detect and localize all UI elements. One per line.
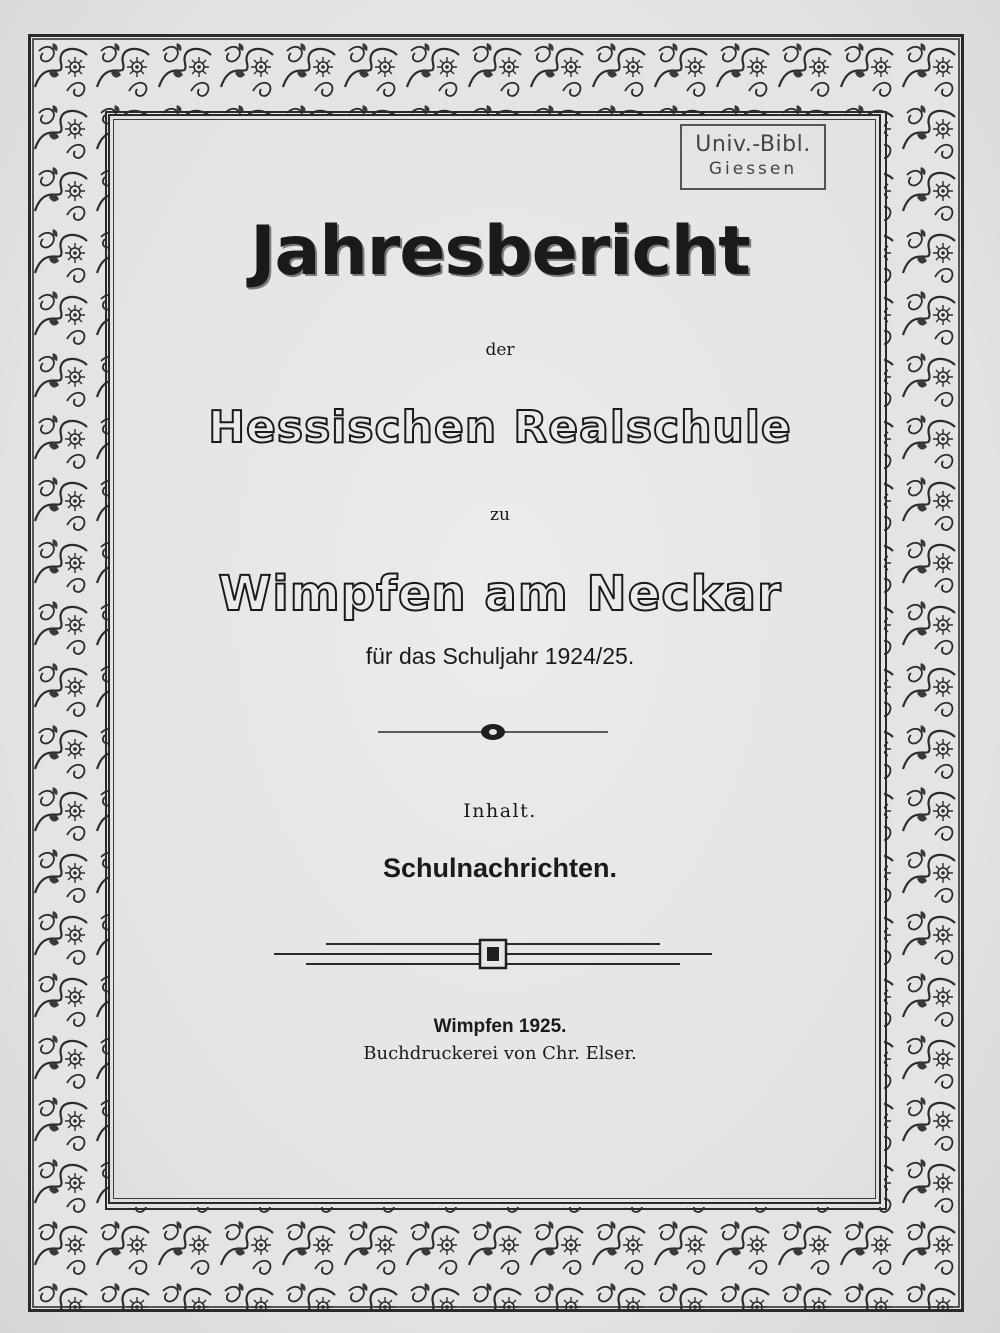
word-der: der <box>485 340 515 360</box>
stamp-line-2: Giessen <box>708 159 798 179</box>
stamp-line-1: Univ.-Bibl. <box>695 132 811 157</box>
school-name: Hessischen Realschule <box>208 402 792 453</box>
document-title: Jahresbericht <box>250 212 750 291</box>
ornamental-divider-1 <box>0 720 1000 744</box>
word-zu: zu <box>490 505 510 525</box>
school-year: für das Schuljahr 1924/25. <box>365 643 635 669</box>
imprint-printer: Buchdruckerei von Chr. Elser. <box>363 1043 637 1064</box>
city-name: Wimpfen am Neckar <box>218 566 782 622</box>
library-stamp <box>680 124 826 190</box>
ornamental-divider-2 <box>0 936 1000 976</box>
contents-item: Schulnachrichten. <box>382 853 618 883</box>
imprint-place-year: Wimpfen 1925. <box>433 1016 567 1037</box>
contents-label: Inhalt. <box>463 800 537 822</box>
